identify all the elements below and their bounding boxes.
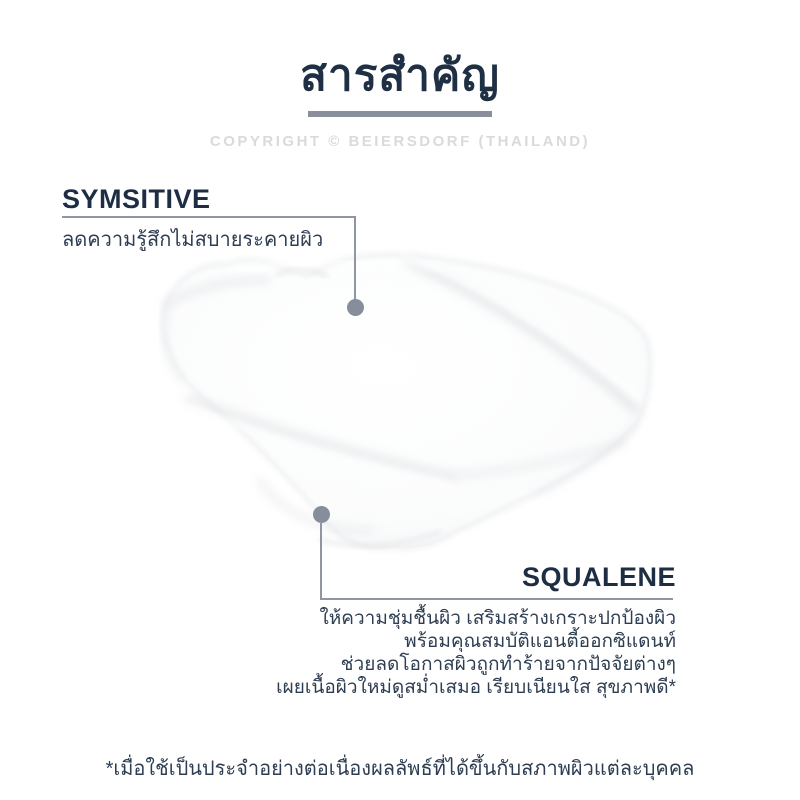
squalene-connector-horizontal: [320, 598, 673, 600]
squalene-description: [276, 607, 676, 699]
squalene-description-line: ให้ความชุ่มชื้นผิว เสริมสร้างเกราะปกป้องผิว: [319, 608, 676, 629]
symsitive-connector-horizontal: [62, 216, 356, 218]
squalene-description-line: ช่วยลดโอกาสผิวถูกทำร้ายจากปัจจัยต่างๆ: [340, 654, 676, 675]
symsitive-connector-vertical: [354, 216, 356, 302]
symsitive-heading: SYMSITIVE: [62, 184, 211, 214]
squalene-connector-vertical: [320, 521, 322, 599]
page-title: สารสำคัญ: [300, 51, 500, 100]
copyright-text: COPYRIGHT © BEIERSDORF (THAILAND): [209, 133, 591, 150]
symsitive-description: ลดความรู้สึกไม่สบายระคายผิว: [62, 229, 324, 251]
cream-blob: [163, 254, 651, 548]
squalene-description-line: พร้อมคุณสมบัติแอนตี้ออกซิแดนท์: [404, 631, 676, 652]
symsitive-pointer-dot: [347, 299, 364, 316]
cream-swatch-image: [140, 240, 670, 570]
disclaimer-footnote: *เมื่อใช้เป็นประจำอย่างต่อเนื่องผลลัพธ์ที่ได้ขึ้นกับสภาพผิวแต่ละบุคคล: [105, 758, 695, 780]
squalene-callout: [276, 562, 676, 699]
title-underline-bar: [308, 111, 492, 117]
squalene-heading: SQUALENE: [521, 562, 676, 592]
squalene-description-line: เผยเนื้อผิวใหม่ดูสม่ำเสมอ เรียบเนียนใส สุขภาพดี*: [276, 677, 676, 698]
